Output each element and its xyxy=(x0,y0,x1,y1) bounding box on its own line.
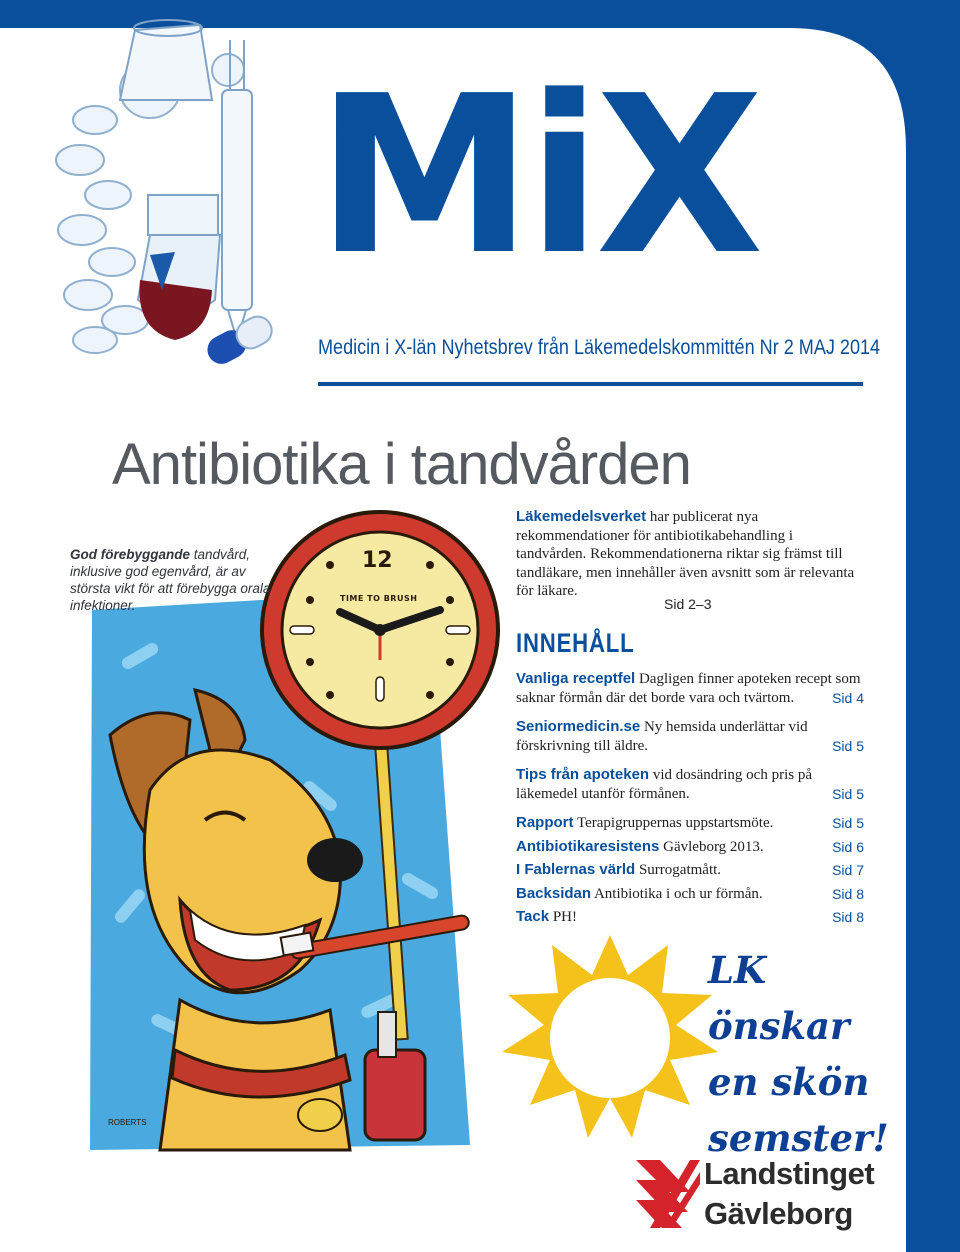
masthead-tagline: Medicin i X-län Nyhetsbrev från Läkemedelskommittén Nr 2 MAJ 2014 xyxy=(318,336,881,359)
publisher-name-line1: Landstinget xyxy=(704,1156,875,1191)
toc-item[interactable] xyxy=(516,908,864,927)
toc-item-keyword: Backsidan xyxy=(516,884,592,902)
toc-list xyxy=(516,670,864,932)
masthead-logo: MiX xyxy=(316,50,758,303)
toc-item[interactable] xyxy=(516,670,864,707)
toc-item-page: Sid 6 xyxy=(832,838,864,855)
publisher-logo-mark xyxy=(636,1160,700,1228)
toc-item-text: Surrogatmått. xyxy=(635,862,722,878)
artist-signature: ROBERTS xyxy=(108,1118,147,1127)
caption-lead: God förebyggande xyxy=(70,547,191,562)
sun-illustration xyxy=(502,935,718,1138)
toc-item-text: Antibiotika i och ur förmån. xyxy=(591,885,763,902)
intro-page-ref: Sid 2–3 xyxy=(664,596,712,612)
toc-item[interactable] xyxy=(516,814,864,833)
toc-item[interactable] xyxy=(516,861,864,880)
article-intro xyxy=(516,508,864,601)
toc-item-keyword: Rapport xyxy=(516,814,574,831)
toc-item-text: PH! xyxy=(549,909,577,925)
toc-item-page: Sid 5 xyxy=(832,815,864,831)
toc-item-text: vid dosändring och pris på läkemedel utanför förmånen. xyxy=(516,767,812,802)
greeting-line: semster! xyxy=(708,1116,889,1160)
toc-item-keyword: Vanliga receptfel xyxy=(516,670,636,687)
intro-text: har publicerat nya rekommendationer för antibiotikabehandling i tandvården. Rekommendationerna riktar sig främst till tandläkare, men innehåller även avsnitt som är relevanta för läkare. xyxy=(516,509,855,599)
article-headline: Antibiotika i tandvården xyxy=(112,432,691,497)
toc-item[interactable] xyxy=(516,718,864,755)
toc-item[interactable] xyxy=(516,838,864,857)
toc-item-keyword: Tips från apoteken xyxy=(516,766,650,783)
masthead-rule xyxy=(318,382,863,386)
toc-item-text: Dagligen finner apoteken recept som saknar förmån där det borde vara och tvärtom. xyxy=(516,671,861,706)
toc-item-keyword: I Fablernas värld xyxy=(516,861,636,878)
toc-item-page: Sid 7 xyxy=(832,862,864,878)
toc-item-page: Sid 4 xyxy=(832,689,864,706)
toc-item-text: Gävleborg 2013. xyxy=(659,838,764,855)
intro-keyword: Läkemedelsverket xyxy=(516,508,647,525)
toc-item-text: Terapigruppernas uppstartsmöte. xyxy=(573,815,774,831)
greeting-line: önskar xyxy=(708,1004,850,1048)
summer-greeting xyxy=(708,942,908,1166)
greeting-line: LK xyxy=(708,948,767,992)
publisher-name-line2: Gävleborg xyxy=(704,1196,853,1231)
toc-item[interactable] xyxy=(516,766,864,803)
image-caption xyxy=(70,546,275,614)
toc-heading: INNEHÅLL xyxy=(516,628,635,658)
greeting-line: en skön xyxy=(708,1060,870,1104)
toc-item-page: Sid 8 xyxy=(832,885,864,902)
clock-12-label: 12 xyxy=(362,548,393,573)
toc-item[interactable] xyxy=(516,885,864,904)
caption-text: tandvård, inklusive god egenvård, är av största vikt för att förebygga orala infektioner. xyxy=(70,547,271,613)
clock-face-label: TIME TO BRUSH xyxy=(340,594,418,603)
toc-item-text: Ny hemsida underlättar vid förskrivning till äldre. xyxy=(516,719,808,754)
toc-item-keyword: Tack xyxy=(516,908,550,925)
medicine-illustration xyxy=(56,20,277,369)
toc-item-keyword: Antibiotikaresistens xyxy=(516,837,660,855)
toc-item-page: Sid 5 xyxy=(832,737,864,754)
toc-item-keyword: Seniormedicin.se xyxy=(516,718,641,735)
toc-item-page: Sid 5 xyxy=(832,785,864,802)
toc-item-page: Sid 8 xyxy=(832,909,864,925)
